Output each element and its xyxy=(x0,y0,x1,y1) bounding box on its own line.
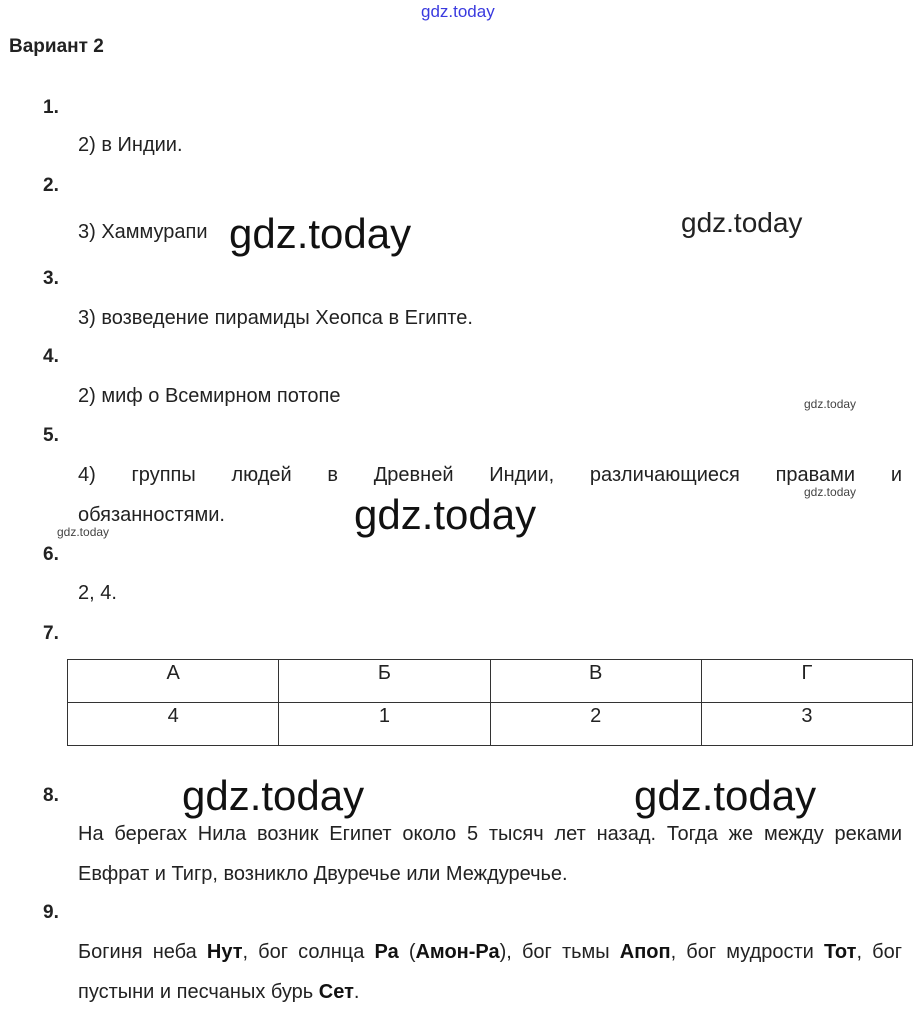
page-title: Вариант 2 xyxy=(9,36,104,57)
table-cell: 4 xyxy=(68,703,279,746)
table-cell: 2 xyxy=(490,703,701,746)
deity-name: Апоп xyxy=(619,941,671,963)
answer: 2) в Индии. xyxy=(78,134,183,156)
answer: 3) возведение пирамиды Хеопса в Египте. xyxy=(78,307,473,329)
text-segment: , бог мудрости xyxy=(670,941,824,963)
answer: 2) миф о Всемирном потопе xyxy=(78,385,341,407)
text-segment: . xyxy=(353,981,360,1003)
text-segment: , бог пустыни и песчаных бурь xyxy=(78,941,902,1003)
table-header-row xyxy=(68,660,913,703)
watermark: gdz.today xyxy=(421,2,495,21)
table-header-cell: В xyxy=(490,660,701,703)
question-number: 6. xyxy=(43,544,59,565)
deity-name: Нут xyxy=(206,941,243,963)
question-number: 9. xyxy=(43,902,59,923)
watermark: gdz.today xyxy=(634,772,817,819)
question-number: 1. xyxy=(43,97,59,118)
question-number: 7. xyxy=(43,623,59,644)
answer xyxy=(78,932,902,1012)
answer: 3) Хаммурапи xyxy=(78,221,208,243)
deity-name: Амон-Ра xyxy=(415,941,500,963)
table-cell: 3 xyxy=(701,703,912,746)
watermark: gdz.today xyxy=(681,207,803,238)
text-segment: , бог солнца xyxy=(242,941,375,963)
table-cell: 1 xyxy=(279,703,490,746)
watermark: gdz.today xyxy=(804,397,857,411)
deity-name: Тот xyxy=(823,941,857,963)
table-header-cell: А xyxy=(68,660,279,703)
answer: 4) группы людей в Древней Индии, различающиеся правами и xyxy=(78,464,902,486)
question-number: 8. xyxy=(43,785,59,806)
table-header-cell: Г xyxy=(701,660,912,703)
answer-table xyxy=(67,659,913,746)
table-header-cell: Б xyxy=(279,660,490,703)
answer: обязанностями. xyxy=(78,504,225,526)
watermark: gdz.today xyxy=(229,210,412,257)
answer: На берегах Нила возник Египет около 5 тысяч лет назад. Тогда же между реками Евфрат и Тигр, возникло Двуречье или Междуречье. xyxy=(78,823,902,885)
table-row xyxy=(68,703,913,746)
deity-name: Сет xyxy=(318,981,354,1003)
watermark: gdz.today xyxy=(182,772,365,819)
text-segment: Богиня неба xyxy=(78,941,207,963)
text-segment: ), бог тьмы xyxy=(499,941,620,963)
deity-name: Ра xyxy=(374,941,399,963)
answer: 2, 4. xyxy=(78,582,117,604)
watermark: gdz.today xyxy=(57,525,110,539)
watermark: gdz.today xyxy=(804,485,857,499)
question-number: 2. xyxy=(43,175,59,196)
question-number: 3. xyxy=(43,268,59,289)
question-number: 5. xyxy=(43,425,59,446)
question-number: 4. xyxy=(43,346,59,367)
watermark: gdz.today xyxy=(354,491,537,538)
text-segment: ( xyxy=(398,941,416,963)
